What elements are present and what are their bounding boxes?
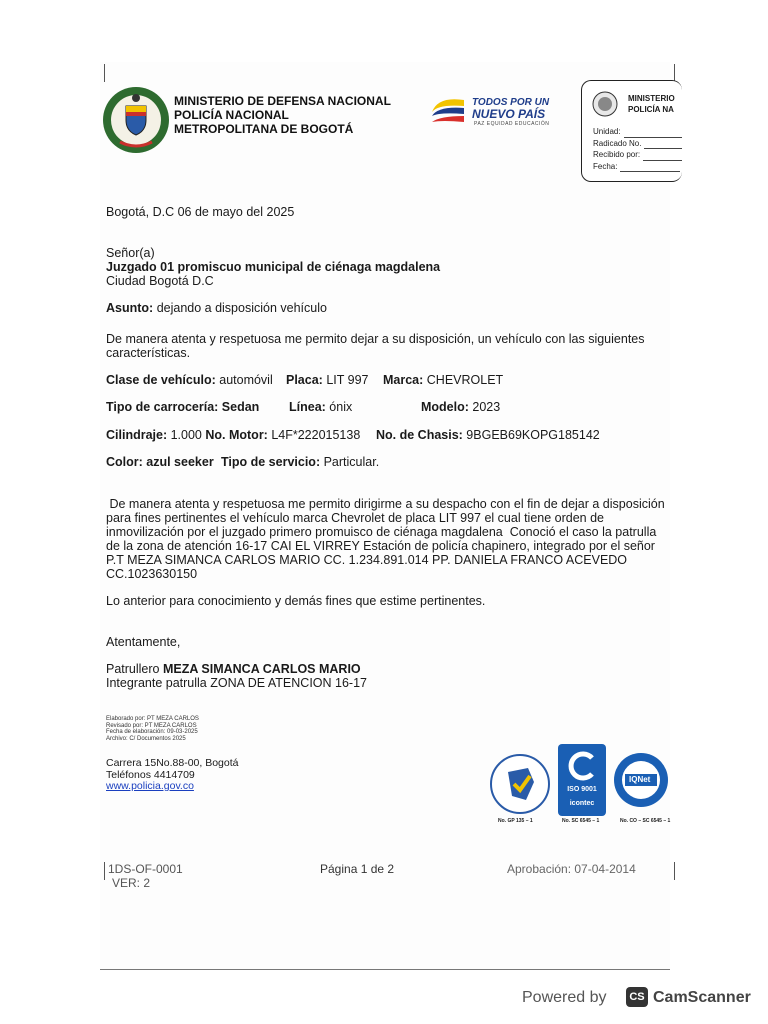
website-link[interactable]: www.policia.gov.co (106, 780, 194, 792)
contact-block (106, 758, 239, 793)
vehicle-color: Color: azul seeker (106, 455, 214, 469)
date-line: Bogotá, D.C 06 de mayo del 2025 (106, 205, 295, 219)
salutation: Señor(a) (106, 246, 155, 260)
radicado-field-label: Radicado No. (593, 138, 642, 148)
marca-value: CHEVROLET (423, 373, 504, 387)
vehicle-cilindraje-motor (106, 428, 360, 442)
radicado-field-label: Fecha: (593, 161, 618, 171)
vehicle-carroceria: Tipo de carrocería: Sedan (106, 400, 260, 414)
contact-phone: Teléfonos 4414709 (106, 768, 195, 781)
vehicle-linea (289, 400, 352, 414)
document-code (108, 862, 183, 890)
servicio-value: Particular. (320, 455, 380, 469)
metadata-line: Elaborado por: PT MEZA CARLOS (106, 716, 199, 722)
marca-label: Marca: (383, 373, 424, 387)
body-paragraph: De manera atenta y respetuosa me permito dirigirme a su despacho con el fin de dejar a disposición para fines pertinentes el vehículo marca Chevrolet de placa LIT 997 el cual tiene orden de inmovilización por el juzgado primero promuisco de ciénaga magdalena Conoció el caso la patrulla de la zona de atención 16-17 CAI EL VIRREY Estación de policía chapinero, integrado por el señor P.T MEZA SIMANCA CARLOS MARIO CC. 1.234.891.014 PP. DANIELA FRANCO ACEVEDO CC.1023630150 (106, 497, 669, 581)
subject-label: Asunto: (106, 301, 154, 315)
radicado-title-line: MINISTERIO (628, 94, 675, 103)
motor-label: No. Motor: (205, 428, 268, 442)
vehicle-placa (286, 373, 368, 387)
radicado-title (628, 93, 675, 115)
cilindraje-label: Cilindraje: (106, 428, 168, 442)
elaboration-metadata (106, 716, 199, 742)
gp-certification-seal-icon (488, 754, 552, 816)
camscanner-logo-icon: CS (626, 987, 648, 1007)
chasis-label: No. de Chasis: (376, 428, 463, 442)
ministry-header (174, 94, 391, 136)
radicado-field (593, 161, 682, 173)
police-shield-logo (100, 84, 172, 156)
closing-paragraph: Lo anterior para conocimiento y demás fines que estime pertinentes. (106, 594, 486, 608)
radicado-title-line: POLICÍA NA (628, 105, 674, 114)
radicado-fields (593, 126, 682, 172)
cert1-caption: No. GP 135 – 1 (498, 818, 533, 824)
iqnet-label: IQNet (629, 775, 651, 784)
gov-logo-line2: NUEVO PAÍS (472, 107, 546, 121)
cilindraje-value: 1.000 (167, 428, 206, 442)
flag-swoosh-icon (428, 94, 468, 128)
servicio-label: Tipo de servicio: (221, 455, 321, 469)
vehicle-marca (383, 373, 503, 387)
signer-prefix: Patrullero (106, 662, 163, 676)
intro-paragraph: De manera atenta y respetuosa me permito dejar a su disposición, un vehículo con las siguientes características. (106, 332, 645, 360)
metadata-line: Fecha de elaboración: 09-03-2025 (106, 729, 198, 735)
clase-label: Clase de vehículo: (106, 373, 216, 387)
icontec-c-icon (566, 750, 598, 782)
clase-value: automóvil (215, 373, 273, 387)
chasis-value: 9BGEB69KOPG185142 (462, 428, 600, 442)
doc-code: 1DS-OF-0001 (108, 862, 183, 876)
camscanner-brand: CamScanner (653, 989, 751, 1006)
powered-by-text: Powered by (522, 989, 607, 1006)
linea-label: Línea: (289, 400, 326, 414)
metadata-line: Archivo: C/ Documentos 2025 (106, 735, 186, 742)
recipient-city: Ciudad Bogotá D.C (106, 274, 214, 288)
doc-version: VER: 2 (112, 876, 151, 890)
subject-line (106, 301, 327, 315)
radicado-field (593, 138, 682, 150)
radicado-field (593, 149, 682, 161)
vehicle-modelo (421, 400, 500, 414)
vehicle-servicio (221, 455, 379, 469)
cert3-caption: No. CO – SC 6545 – 1 (620, 818, 671, 824)
ministry-line: POLICÍA NACIONAL (174, 108, 289, 122)
radicado-field-label: Unidad: (593, 127, 621, 136)
motor-value: L4F*222015138 (267, 428, 361, 442)
farewell: Atentamente, (106, 635, 181, 649)
radicado-field (593, 126, 682, 138)
gov-logo-line1: TODOS POR UN (472, 97, 550, 108)
iso-certification-badge (558, 744, 606, 816)
approval-date: Aprobación: 07-04-2014 (507, 862, 636, 876)
recipient: Juzgado 01 promiscuo municipal de ciénaga magdalena (106, 260, 441, 274)
icontec-brand: icontec (569, 800, 595, 807)
modelo-value: 2023 (468, 400, 501, 414)
cert2-caption: No. SC 6545 – 1 (562, 818, 600, 824)
vehicle-chasis (376, 428, 600, 442)
ministry-line: MINISTERIO DE DEFENSA NACIONAL (174, 94, 391, 108)
crop-mark (104, 64, 113, 82)
radicado-stamp-box (581, 80, 682, 182)
government-logo (428, 94, 573, 130)
placa-label: Placa: (286, 373, 323, 387)
contact-address: Carrera 15No.88-00, Bogotá (106, 757, 239, 769)
vehicle-clase (106, 373, 273, 387)
modelo-label: Modelo: (421, 400, 469, 414)
gov-logo-subtitle: PAZ EQUIDAD EDUCACIÓN (474, 121, 550, 127)
radicado-field-label: Recibido por: (593, 150, 641, 159)
signer-role: Integrante patrulla ZONA DE ATENCION 16-17 (106, 676, 367, 690)
subject-value: dejando a disposición vehículo (153, 301, 327, 315)
police-seal-icon (592, 91, 618, 117)
placa-value: LIT 997 (322, 373, 369, 387)
signer-name: MEZA SIMANCA CARLOS MARIO (162, 662, 361, 676)
ministry-line: METROPOLITANA DE BOGOTÁ (174, 122, 354, 136)
crop-mark (666, 862, 675, 880)
signer-line (106, 662, 361, 676)
page-bottom-divider (100, 969, 670, 970)
certifications (488, 744, 670, 826)
iso-label: ISO 9001 (567, 786, 597, 793)
metadata-line: Revisado por: PT MEZA CARLOS (106, 722, 197, 729)
linea-value: ónix (325, 400, 353, 414)
page-number: Página 1 de 2 (320, 862, 395, 876)
